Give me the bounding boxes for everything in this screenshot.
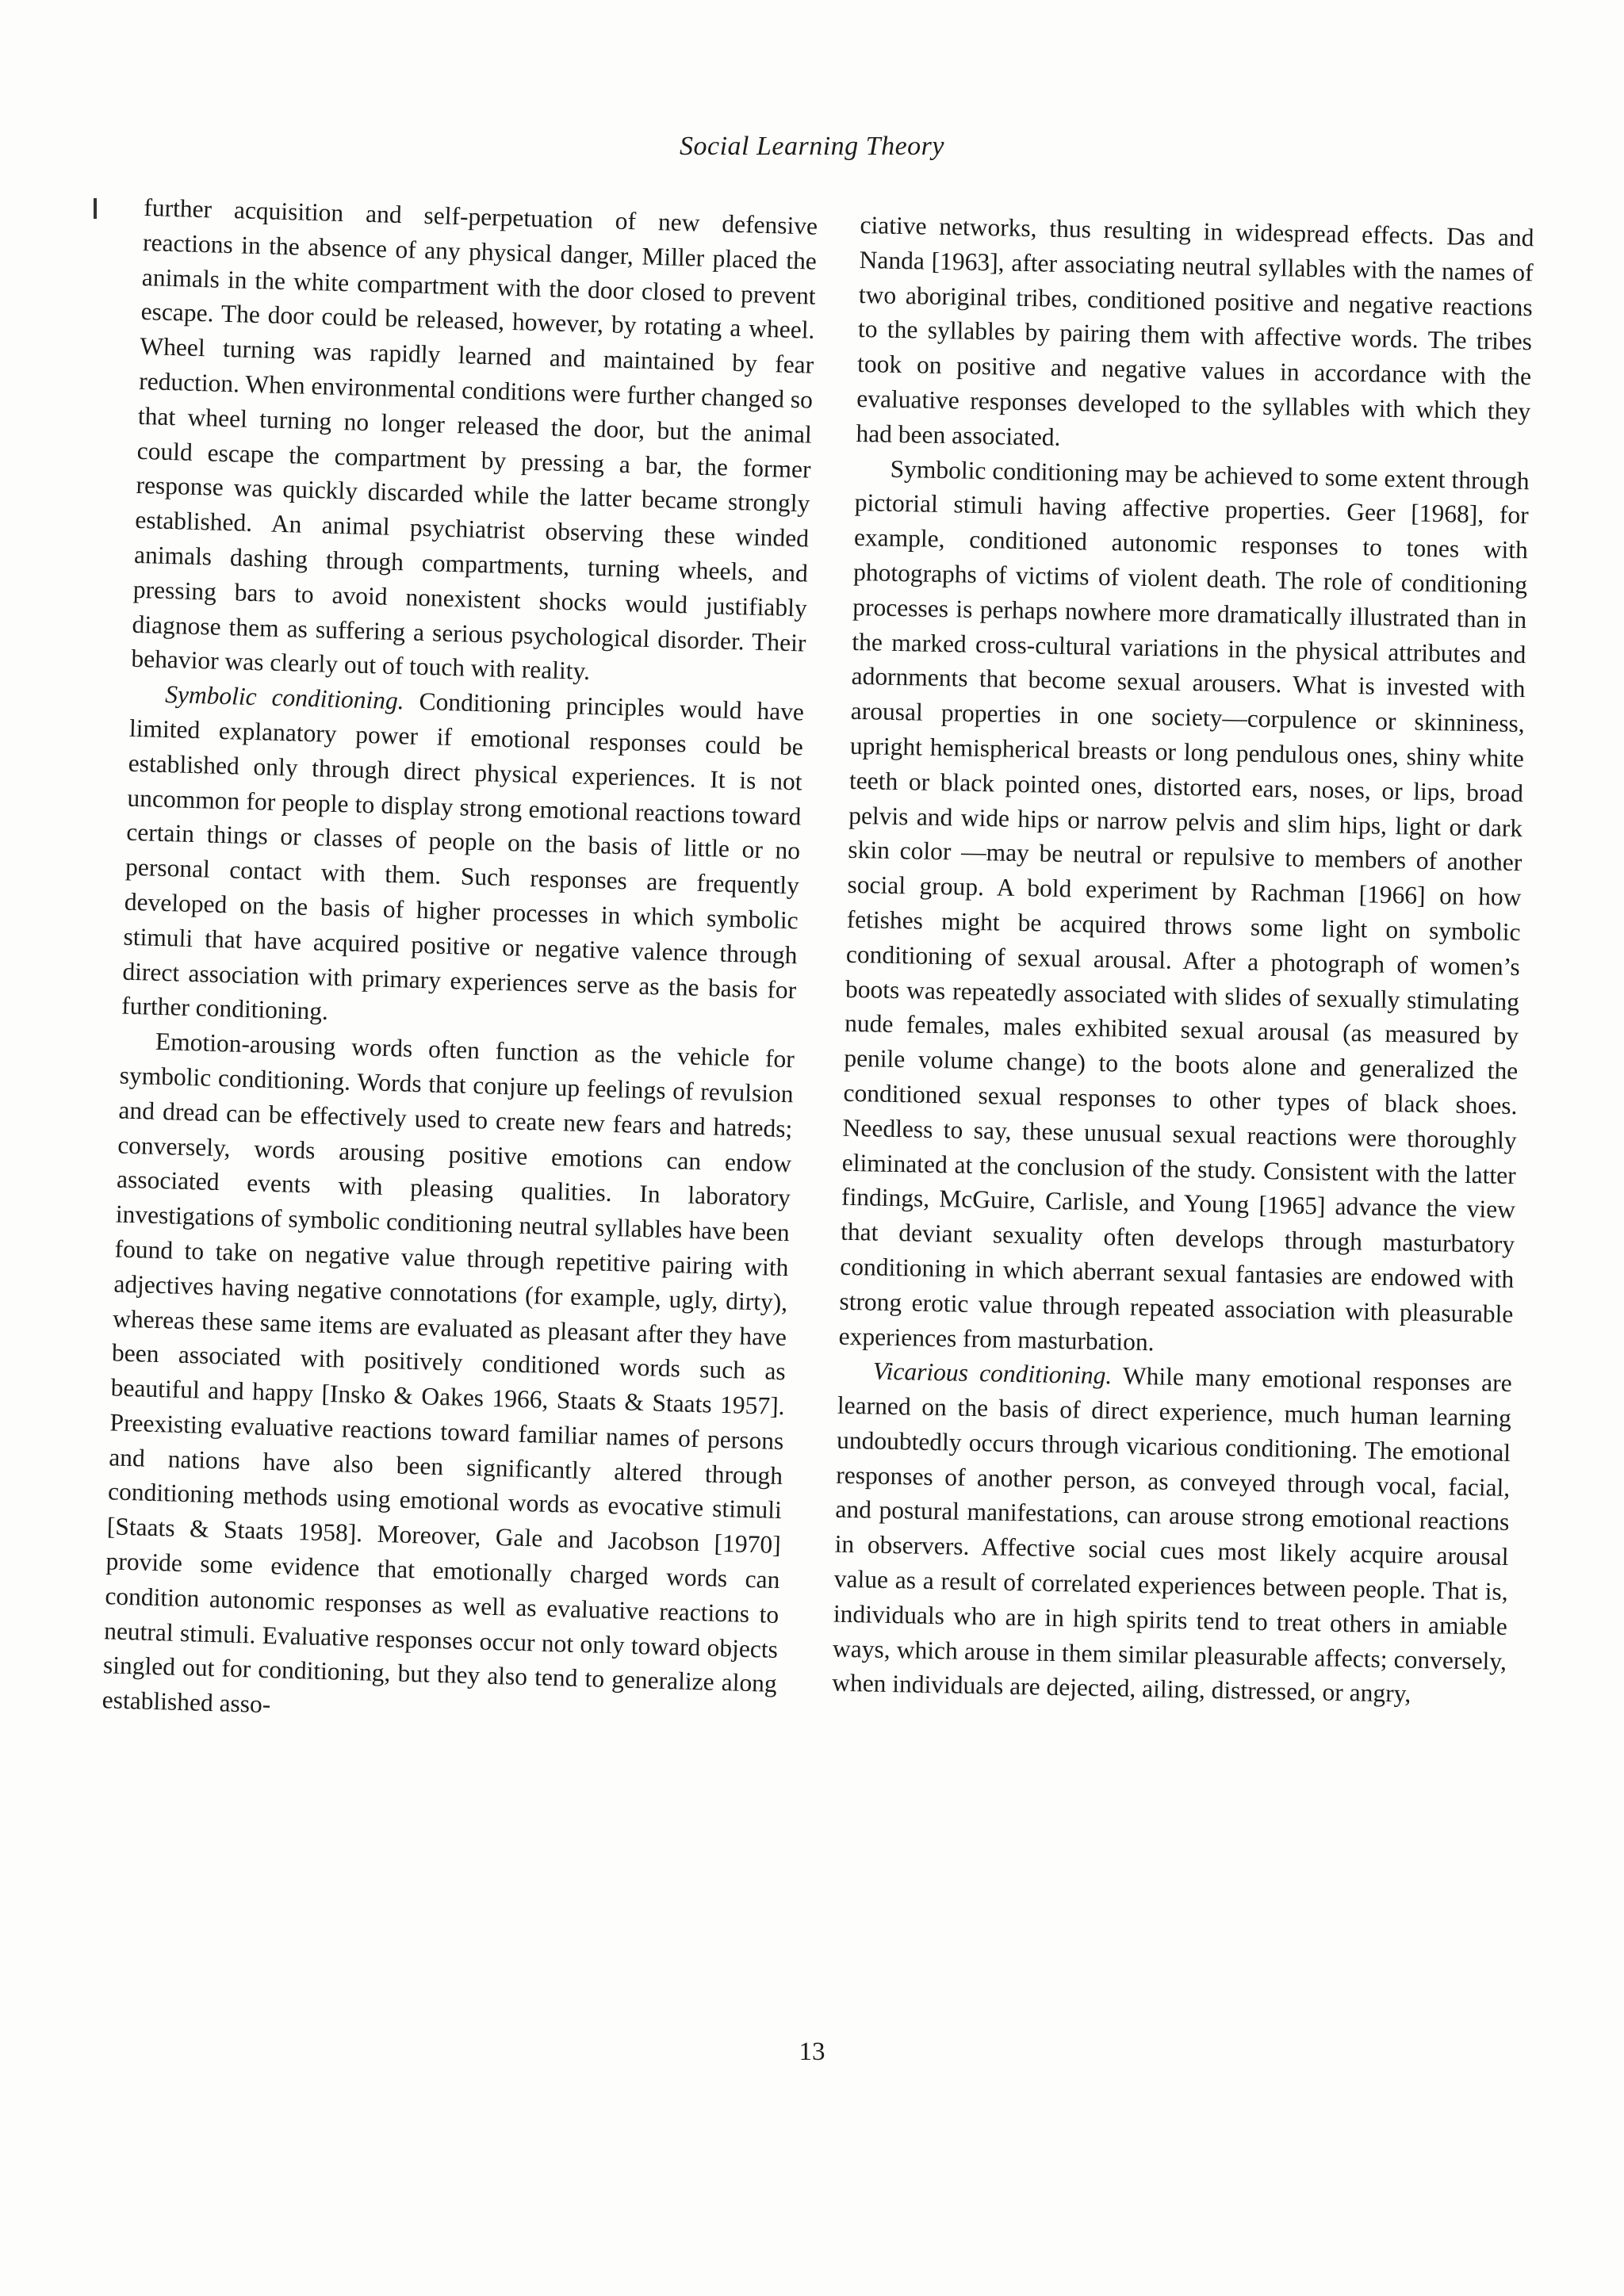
left-paragraph-2 — [121, 676, 805, 1043]
page-number: 13 — [799, 2038, 825, 2066]
vicarious-conditioning-body: While many emotional responses are learned on the basis of direct experience, much human learning undoubtedly occurs through vicarious conditioning. The emotional responses of another person, as conveyed through vocal, facial, and postural manifestations, can arouse strong emotional reactions in observers. Affective social cues most likely acquire arousal value as a result of correlated experiences between people. That is, individuals who are in high spirits tend to treat others in amiable ways, which arouse in them similar pleasurable affects; conversely, when individuals are dejected, ailing, distressed, or angry, — [831, 1361, 1513, 1709]
right-paragraph-3 — [832, 1353, 1512, 1713]
right-paragraph-1: ciative networks, thus resulting in widespread effects. Das and Nanda [1963], after associating neutral syllables with the names of two aboriginal tribes, conditioned positive and negative reactions to the syllables by pairing them with affective words. The tribes took on positive and negative values in accordance with the evaluative responses developed to the syllables with which they had been associated. — [856, 210, 1534, 451]
running-head: Social Learning Theory — [680, 132, 944, 161]
vicarious-conditioning-heading: Vicarious conditioning. — [872, 1357, 1113, 1390]
left-column — [102, 190, 818, 1736]
right-paragraph-2: Symbolic conditioning may be achieved to some extent through pictorial stimuli having affective properties. Geer [1968], for example, conditioned autonomic responses to tones with photographs of victims of violent death. The role of conditioning processes is perhaps nowhere more dramatically illustrated than in the marked cross-cultural variations in the physical attributes and adornments that become sexual arousers. What is invested with arousal properties in one society—corpulence or skinniness, upright hemispherical breasts or long pendulous ones, shiny white teeth or black pointed ones, distorted ears, noses, or lips, broad pelvis and wide hips or narrow pelvis and slim hips, light or dark skin color —may be neutral or repulsive to members of another social group. A bold experiment by Rachman [1966] on how fetishes might be acquired throws some light on symbolic conditioning of sexual arousal. After a photograph of women’s boots was repeatedly associated with slides of sexually stimulating nude females, males exhibited sexual arousal (as measured by penile volume change) to the boots alone and generalized the conditioned sexual responses to other types of black shoes. Needless to say, these unusual sexual reactions were thoroughly eliminated at the conclusion of the study. Consistent with the latter findings, McGuire, Carlisle, and Young [1965] advance the view that deviant sexuality often develops through masturbatory conditioning in which aberrant sexual fantasies are endowed with strong erotic value through repeated association with pleasurable experiences from masturbation. — [838, 454, 1530, 1356]
right-column — [832, 208, 1534, 1713]
left-paragraph-3: Emotion-arousing words often function as the vehicle for symbolic conditioning. Words that conjure up feelings of revulsion and dread can be effectively used to create new fears and hatreds; conversely, words arousing positive emotions can endow associated events with pleasing qualities. In laboratory investigations of symbolic conditioning neutral syllables have been found to take on negative value through repetitive pairing with adjectives having negative connotations (for example, ugly, dirty), whereas these same items are evaluated as pleasant after they have been associated with positively conditioned words such as beautiful and happy [Insko & Oakes 1966, Staats & Staats 1957]. Preexisting evaluative reactions toward familiar names of persons and nations have also been significantly altered through conditioning methods using emotional words as evocative stimuli [Staats & Staats 1958]. Moreover, Gale and Jacobson [1970] provide some evidence that emotionally charged words can condition autonomic responses as well as evaluative reactions to neutral stimuli. Evaluative responses occur not only toward objects singled out for conditioning, but they also tend to generalize along established asso- — [102, 1027, 795, 1719]
margin-mark — [94, 198, 97, 219]
left-paragraph-1: further acquisition and self-perpetuation of new defensive reactions in the absence of any physical danger, Miller placed the animals in the white compartment with the door closed to prevent escape. The door could be released, however, by rotating a wheel. Wheel turning was rapidly learned and maintained by fear reduction. When environmental conditions were further changed so that wheel turning no longer released the door, but the animal could escape the compartment by pressing a bar, the former response was quickly discarded while the latter became strongly established. An animal psychiatrist observing these winded animals dashing through compartments, turning wheels, and pressing bars to avoid nonexistent shocks would justifiably diagnose them as suffering a serious psychological disorder. Their behavior was clearly out of touch with reality. — [131, 193, 818, 686]
symbolic-conditioning-heading: Symbolic conditioning. — [164, 680, 405, 715]
symbolic-conditioning-body: Conditioning principles would have limited explanatory power if emotional responses could be established only through direct physical experiences. It is not uncommon for people to display strong emotional reactions toward certain things or classes of people on the basis of little or no personal contact with them. Such responses are frequently developed on the basis of higher processes in which symbolic stimuli that have acquired positive or negative valence through direct association with primary experiences serve as the basis for further conditioning. — [121, 687, 805, 1026]
